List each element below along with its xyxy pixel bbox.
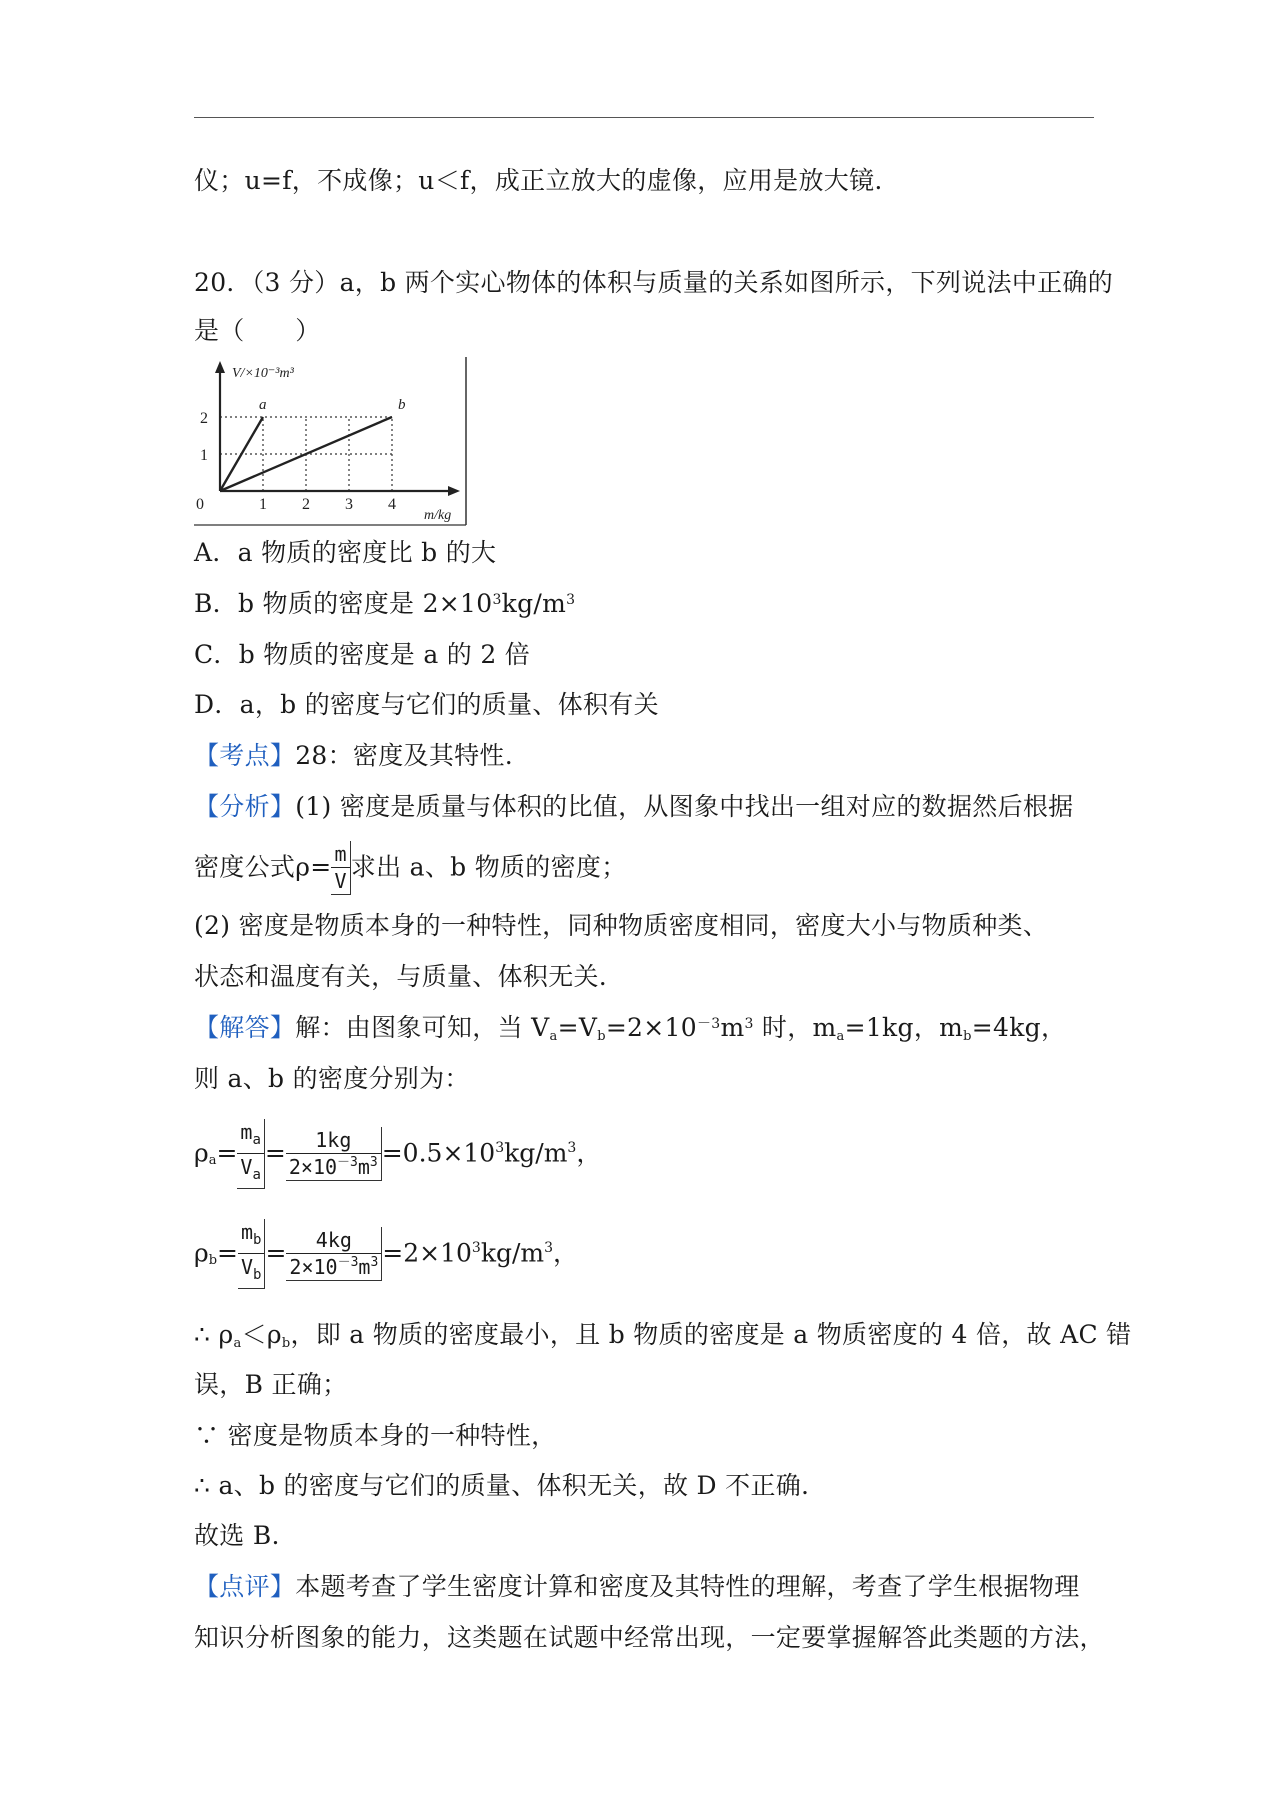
x-tick-label: 2 (302, 496, 310, 513)
y-tick-label: 1 (200, 447, 208, 464)
fenxi-line-4: 状态和温度有关，与质量、体积无关. (194, 962, 608, 991)
text-line: 仪；u=f，不成像；u＜f，成正立放大的虚像，应用是放大镜. (194, 166, 883, 195)
volume-mass-chart (194, 355, 472, 527)
rho-a-equation: $\rho_a=$ $\frac{m_a}{V_a}$ = $\frac{1kg}{2\times 10^{-3}m^3}$ $=0.5\times 10^3kg/m^3$， (194, 1116, 601, 1193)
jieda-line-5: ∵ 密度是物质本身的一种特性， (194, 1421, 557, 1450)
jieda-line-6: ∴ a、b 的密度与它们的质量、体积无关，故 D 不正确. (194, 1471, 810, 1500)
question-stem-cont: 是（ ） (194, 316, 321, 345)
jieda-tag: 【解答】 (194, 1013, 296, 1042)
option-d: D．a，b 的密度与它们的质量、体积有关 (194, 690, 659, 719)
x-tick-label: 1 (259, 496, 267, 513)
header-rule (194, 117, 1094, 118)
question-stem: 20．（3 分）a，b 两个实心物体的体积与质量的关系如图所示，下列说法中正确的 (194, 268, 1114, 297)
rho-b-equation: $\rho_b=$ $\frac{m_b}{V_b}$ = $\frac{4kg}{2\times 10^{-3}m^3}$ $=2\times 10^3kg/m^3$， (194, 1216, 578, 1293)
fenxi-tag: 【分析】 (194, 792, 296, 821)
dianping-tag: 【点评】 (194, 1572, 296, 1601)
fenxi-line-2: 密度公式ρ= $\frac{m}{V}$ 求出 a、b 物质的密度； (194, 841, 627, 893)
option-c: C．b 物质的密度是 a 的 2 倍 (194, 640, 531, 669)
dianping-line-1: 【点评】本题考查了学生密度计算和密度及其特性的理解，考查了学生根据物理 (194, 1572, 1080, 1601)
series-label-a: a (259, 397, 267, 413)
fenxi-line-1: 【分析】(1) 密度是质量与体积的比值，从图象中找出一组对应的数据然后根据 (194, 792, 1074, 821)
jieda-line-4: 误，B 正确； (194, 1370, 348, 1399)
y-axis-label: V/×10⁻³m³ (232, 366, 294, 381)
jieda-line-7: 故选 B. (194, 1521, 280, 1550)
x-axis-arrow (448, 486, 460, 496)
density-formula: $\frac{m}{V}$ (331, 841, 350, 895)
x-tick-label: 4 (388, 496, 396, 513)
dianping-line-2: 知识分析图象的能力，这类题在试题中经常出现，一定要掌握解答此类题的方法， (194, 1623, 1105, 1652)
series-label-b: b (398, 397, 406, 413)
y-tick-label: 2 (200, 410, 208, 427)
jieda-line-3: ∴ $\rho_a<\rho_b$，即 a 物质的密度最小，且 b 物质的密度是 a 物质密度的 4 倍，故 AC 错 (194, 1320, 1132, 1351)
jieda-line-1: 【解答】解：由图象可知，当 $V_a=V_b=2\times 10^{-3}m^3$ 时，$m_a=1kg$，$m_b=4kg$， (194, 1013, 1067, 1044)
x-tick-label: 3 (345, 496, 353, 513)
fenxi-line-3: (2) 密度是物质本身的一种特性，同种物质密度相同，密度大小与物质种类、 (194, 911, 1049, 940)
kaodian-tag: 【考点】 (194, 741, 296, 770)
x-tick-label: 0 (196, 496, 204, 513)
y-axis-arrow (215, 361, 225, 373)
x-axis-label: m/kg (424, 508, 452, 523)
jieda-line-2: 则 a、b 的密度分别为： (194, 1064, 470, 1093)
option-b: B．b 物质的密度是 $2\times 10^3kg/m^3$ (194, 589, 576, 618)
kaodian-line: 【考点】28：密度及其特性. (194, 741, 513, 770)
option-a: A．a 物质的密度比 b 的大 (194, 538, 497, 567)
